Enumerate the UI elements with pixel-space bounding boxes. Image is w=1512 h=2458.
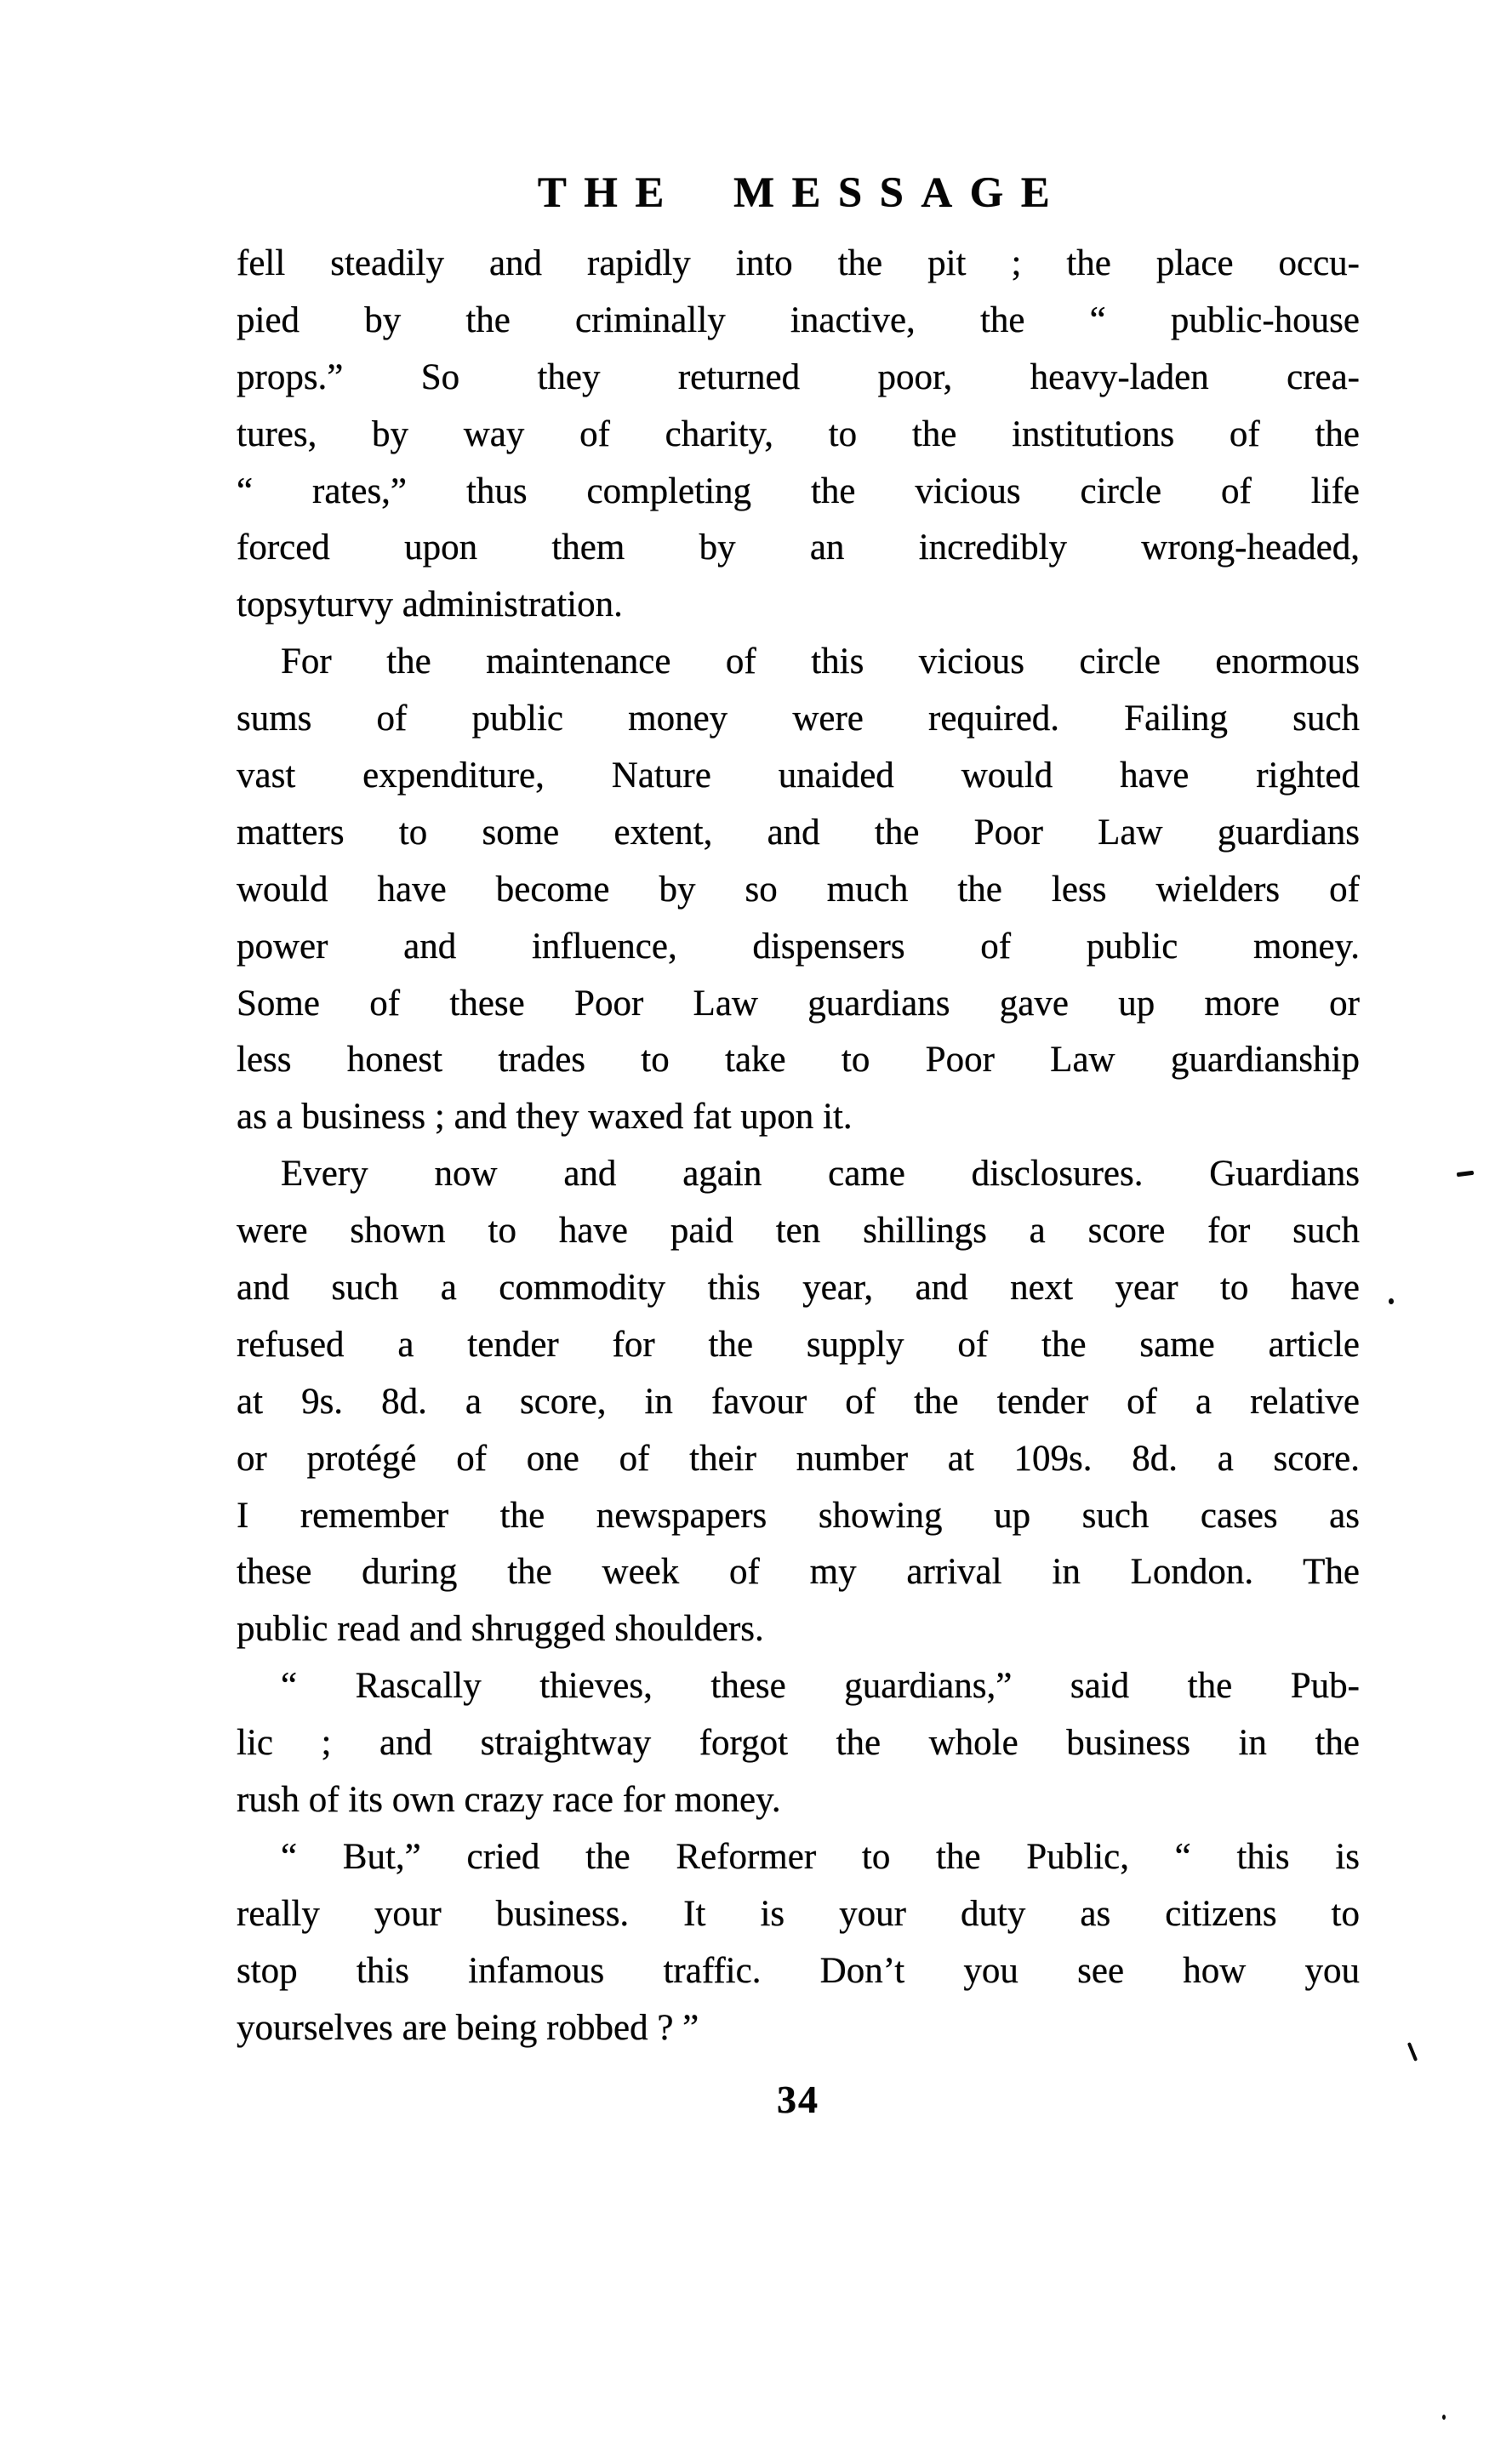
text-line: sums of public money were required. Failing such — [237, 699, 1360, 739]
text-line: would have become by so much the less wielders of — [237, 869, 1360, 910]
text-line: were shown to have paid ten shillings a score for such — [237, 1211, 1360, 1252]
text-line: less honest trades to take to Poor Law guardianship — [237, 1040, 1360, 1081]
text-line: lic ; and straightway forgot the whole business in the — [237, 1723, 1360, 1764]
text-line: “ Rascally thieves, these guardians,” said the Pub- — [281, 1666, 1360, 1707]
text-line: forced upon them by an incredibly wrong-headed, — [237, 528, 1360, 568]
scan-artifact-dot — [1389, 1298, 1394, 1304]
running-head-title: THE MESSAGE — [537, 169, 1068, 217]
text-line: power and influence, dispensers of public money. — [237, 926, 1360, 967]
text-line: and such a commodity this year, and next year to have — [237, 1268, 1360, 1309]
text-line: public read and shrugged shoulders. — [237, 1609, 764, 1650]
text-line: yourselves are being robbed ? ” — [237, 2007, 699, 2048]
text-line: matters to some extent, and the Poor Law guardians — [237, 812, 1360, 853]
text-line: For the maintenance of this vicious circle enormous — [281, 642, 1360, 682]
text-line: refused a tender for the supply of the same article — [237, 1324, 1360, 1365]
text-line: really your business. It is your duty as citizens to — [237, 1893, 1360, 1934]
text-line: stop this infamous traffic. Don’t you see how you — [237, 1950, 1360, 1991]
text-line: Some of these Poor Law guardians gave up more or — [237, 983, 1360, 1024]
text-line: I remember the newspapers showing up such cases as — [237, 1495, 1360, 1536]
text-line: pied by the criminally inactive, the “ public-house — [237, 299, 1360, 340]
page-number: 34 — [777, 2078, 819, 2121]
body-text-block — [237, 236, 1360, 2057]
text-line: tures, by way of charity, to the institutions of the — [237, 413, 1360, 454]
scan-artifact-slash — [1407, 2042, 1418, 2062]
text-line: topsyturvy administration. — [237, 585, 623, 625]
text-line: these during the week of my arrival in London. The — [237, 1552, 1360, 1593]
text-line: vast expenditure, Nature unaided would have righted — [237, 756, 1360, 796]
text-line: rush of its own crazy race for money. — [237, 1780, 781, 1821]
text-line: Every now and again came disclosures. Guardians — [281, 1154, 1360, 1195]
text-line: props.” So they returned poor, heavy-laden crea- — [237, 356, 1360, 397]
text-line: “ But,” cried the Reformer to the Public, “ this is — [281, 1836, 1360, 1877]
scan-artifact-speck — [1442, 2415, 1446, 2420]
text-line: “ rates,” thus completing the vicious circle of life — [237, 470, 1360, 511]
text-line: at 9s. 8d. a score, in favour of the tender of a relative — [237, 1381, 1360, 1422]
scan-artifact-dash — [1457, 1171, 1474, 1177]
text-line: or protégé of one of their number at 109s. 8d. a score. — [237, 1438, 1360, 1479]
text-line: as a business ; and they waxed fat upon it. — [237, 1097, 853, 1138]
text-line: fell steadily and rapidly into the pit ; the place occu- — [237, 243, 1360, 283]
